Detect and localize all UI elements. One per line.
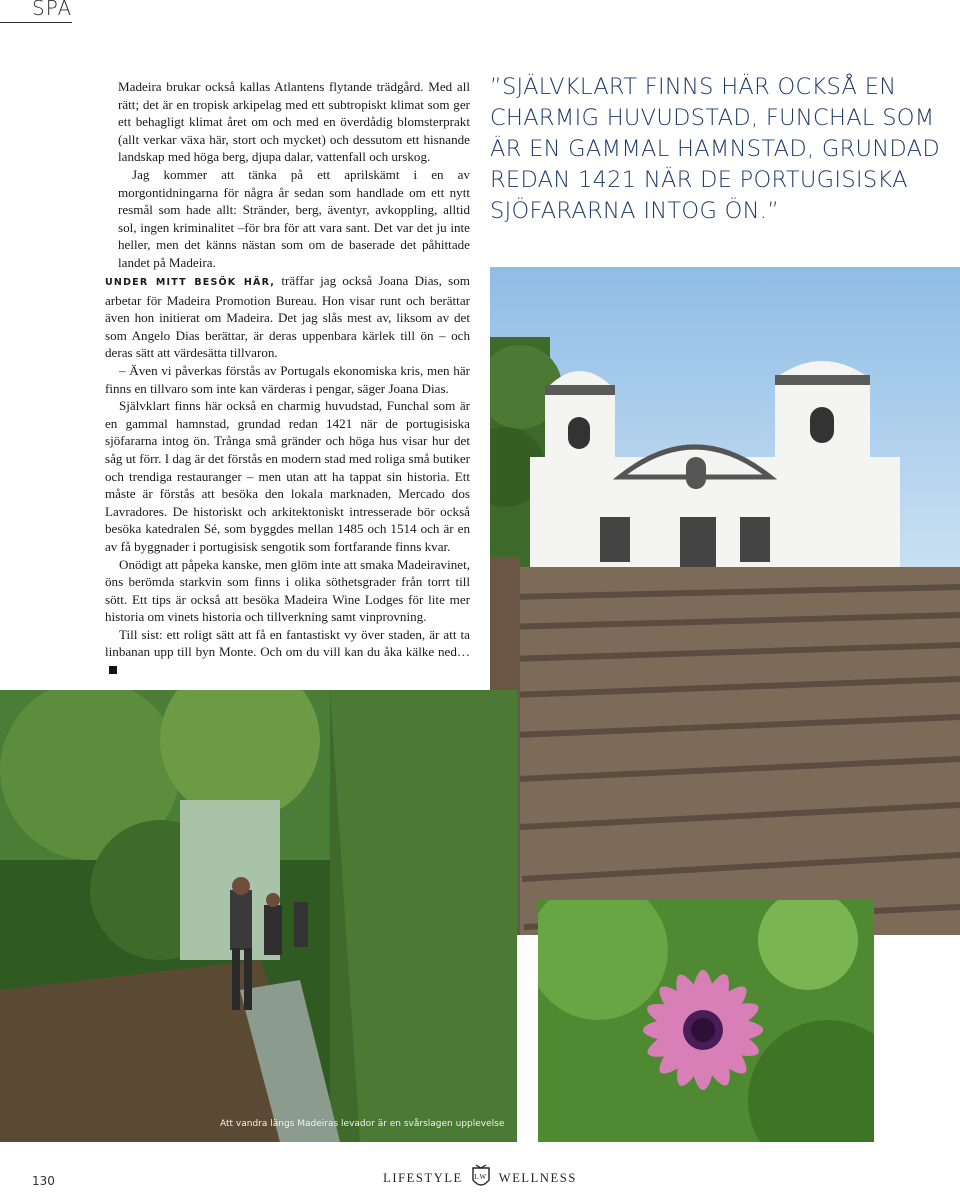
intro-column: [118, 78, 470, 272]
page-number: 130: [32, 1174, 55, 1188]
section-rule: [0, 22, 72, 23]
footer-brand: [0, 1164, 960, 1192]
intro-paragraph: Jag kommer att tänka på ett aprilskämt i en av morgontidningarna för några år sedan som handlade om ett nytt resmål som hade allt: Stränder, berg, äventyr, avkoppling, alltid sol, ingen kriminalitet –för bra för att vara sant. Det var det ju inte heller, men det känns nästan som om de baserade det påhittade landet på Madeira.: [118, 166, 470, 270]
brand-left: LIFESTYLE: [383, 1170, 463, 1185]
end-mark-icon: [109, 666, 117, 674]
lead-in-caps: UNDER MITT BESÖK HÄR,: [105, 277, 276, 288]
levada-caption: Att vandra längs Madeiras levador är en svårslagen upplevelse: [220, 1119, 505, 1129]
section-label: SPA: [32, 0, 73, 20]
body-lead-paragraph: [105, 272, 470, 362]
lead-in-rest: träffar jag också Joana Dias, som arbetar för Madeira Promotion Bureau. Hon visar runt och berättar även hon initierat om Madeira. Det jag slås mest av, liksom av det som Angelo Dias berättar, är deras uppenbara kärlek till ön – och deras sätt att värdesätta tillvaron.: [105, 273, 470, 361]
body-last-paragraph: [105, 626, 470, 679]
body-last-text: Till sist: ett roligt sätt att få en fantastiskt vy över staden, är att ta linbanan upp till byn Monte. Och om du vill kan du åka kälke ned…: [105, 626, 470, 660]
body-column: [105, 272, 470, 679]
body-paragraph: Självklart finns här också en charmig huvudstad, Funchal som är en gammal hamnstad, grundad redan 1421 när de portugisiska sjöfararna intog ön. Trånga små gränder och höga hus visar hur det såg ut förr. I dag är det förstås en modern stad med roliga små butiker och trendiga restauranger – men utan att ha tappat sin historia. Ett måste är förstås att besöka den lokala marknaden, Mercado dos Lavradores. De historiskt och arkitektoniskt intresserade bör också besöka katedralen Sé, som byggdes mellan 1485 och 1514 och är en av få byggnader i portugisisk sengotik som fortfarande finns kvar.: [105, 398, 470, 554]
intro-paragraph: Madeira brukar också kallas Atlantens flytande trädgård. Med all rätt; det är en tropisk arkipelag med ett subtropiskt klimat som ger ett behagligt klimat året om och med en överdådig blomsterprakt (allt verkar växa här, stort och mycket) och dessutom ett hisnande landskap med höga berg, djupa dalar, vattenfall och urskog.: [118, 79, 470, 165]
pull-quote: ”SJÄLVKLART FINNS HÄR OCKSÅ EN CHARMIG HUVUDSTAD, FUNCHAL SOM ÄR EN GAMMAL HAMNSTAD, GRUNDAD REDAN 1421 NÄR DE PORTUGISISKA SJÖFARARNA INTOG ÖN.”: [490, 74, 940, 224]
flower-photo: [538, 900, 874, 1142]
brand-crest-icon: [471, 1164, 491, 1192]
body-paragraph: Onödigt att påpeka kanske, men glöm inte att smaka Madeiravinet, öns berömda starkvin som finns i olika söthetsgrader från torrt till sött. Ett tips är också att besöka Madeira Wine Lodges för lite mer historia om vinets historia och tillverkning samt vinprovning.: [105, 556, 470, 625]
church-photo: [490, 267, 960, 935]
levada-photo: [0, 690, 517, 1142]
body-paragraph: – Även vi påverkas förstås av Portugals ekonomiska kris, men här finns en tillvaro som inte kan värderas i pengar, säger Joana Dias.: [105, 362, 470, 396]
brand-emblem-letters: LW: [474, 1173, 488, 1181]
brand-right: WELLNESS: [498, 1170, 577, 1185]
